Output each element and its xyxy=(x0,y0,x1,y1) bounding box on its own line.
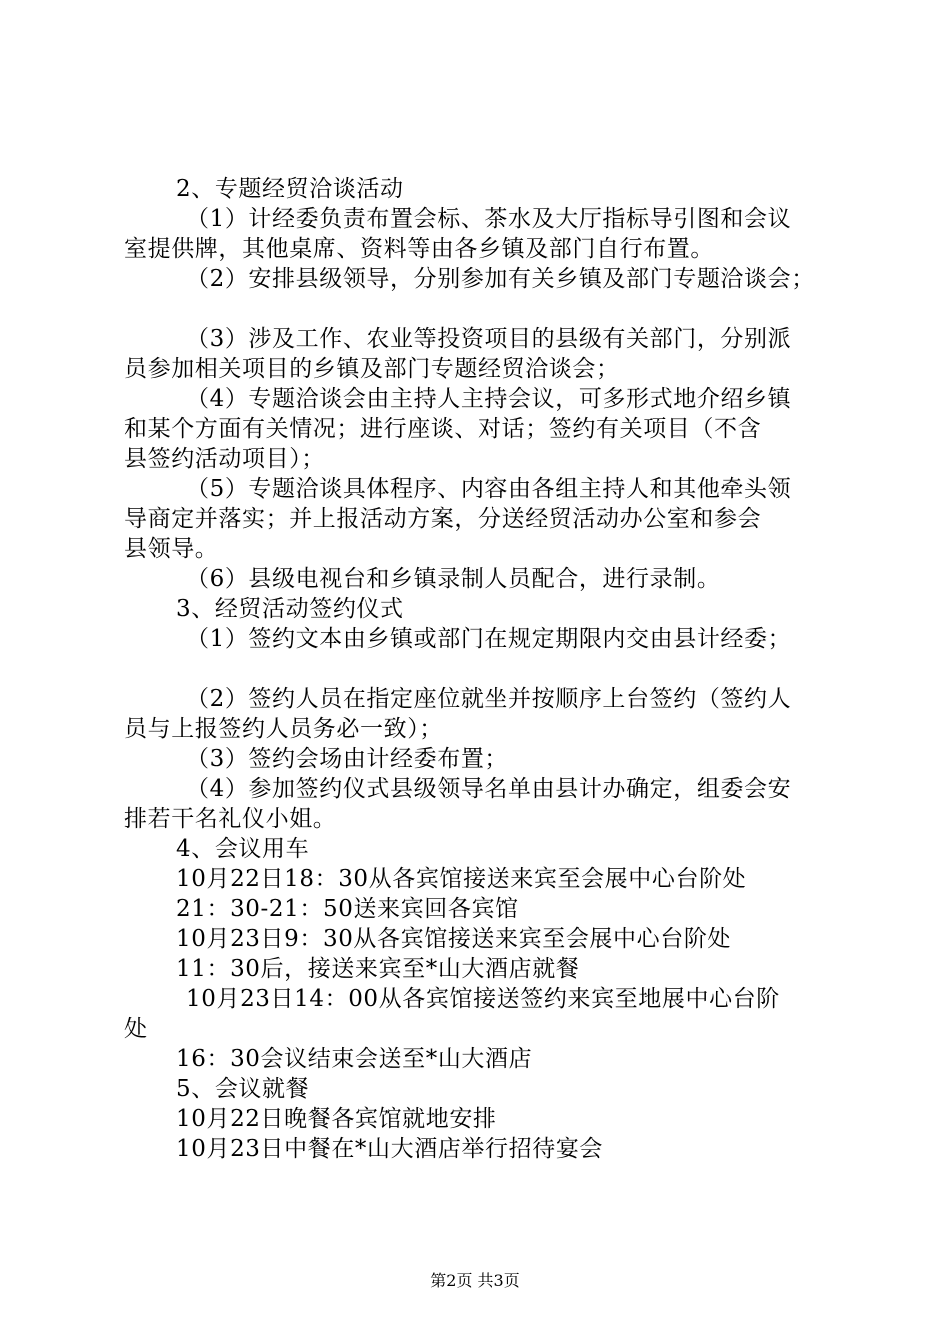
schedule-line: 16：30会议结束会送至*山大酒店 xyxy=(176,1046,533,1072)
paragraph-line: （2）安排县级领导，分别参加有关乡镇及部门专题洽谈会； xyxy=(186,266,815,292)
schedule-line: 21：30-21：50送来宾回各宾馆 xyxy=(176,896,519,922)
paragraph-line: （1）签约文本由乡镇或部门在规定期限内交由县计经委； xyxy=(186,626,792,652)
document-body xyxy=(124,174,834,1164)
paragraph-line: （3）签约会场由计经委布置； xyxy=(186,746,509,772)
blank-line xyxy=(124,294,834,324)
paragraph-line: 县领导。 xyxy=(124,536,219,562)
paragraph-line: 排若干名礼仪小姐。 xyxy=(124,806,337,832)
paragraph-line: 员参加相关项目的乡镇及部门专题经贸洽谈会； xyxy=(124,356,620,382)
paragraph-line: 县签约活动项目）； xyxy=(124,446,325,472)
section-heading-3: 3、经贸活动签约仪式 xyxy=(176,596,404,622)
schedule-line: 处 xyxy=(124,1016,148,1042)
schedule-line: 10月22日18：30从各宾馆接送来宾至会展中心台阶处 xyxy=(176,866,747,892)
paragraph-line: （5）专题洽谈具体程序、内容由各组主持人和其他牵头领 xyxy=(186,476,792,502)
page-footer: 第2页 共3页 xyxy=(430,1271,520,1290)
schedule-line: 10月23日9：30从各宾馆接送来宾至会展中心台阶处 xyxy=(176,926,732,952)
paragraph-line: 和某个方面有关情况；进行座谈、对话；签约有关项目（不含 xyxy=(124,416,762,442)
paragraph-line: 员与上报签约人员务必一致）； xyxy=(124,716,443,742)
schedule-line: 10月23日中餐在*山大酒店举行招待宴会 xyxy=(176,1136,604,1162)
schedule-line: 11：30后，接送来宾至*山大酒店就餐 xyxy=(176,956,580,982)
section-heading-2: 2、专题经贸洽谈活动 xyxy=(176,176,404,202)
paragraph-line: （4）参加签约仪式县级领导名单由县计办确定，组委会安 xyxy=(186,776,792,802)
paragraph-line: （6）县级电视台和乡镇录制人员配合，进行录制。 xyxy=(186,566,721,592)
paragraph-line: 室提供牌，其他桌席、资料等由各乡镇及部门自行布置。 xyxy=(124,236,714,262)
schedule-line: 10月22日晚餐各宾馆就地安排 xyxy=(176,1106,497,1132)
paragraph-line: （2）签约人员在指定座位就坐并按顺序上台签约（签约人 xyxy=(186,686,792,712)
paragraph-line: （4）专题洽谈会由主持人主持会议，可多形式地介绍乡镇 xyxy=(186,386,792,412)
section-heading-5: 5、会议就餐 xyxy=(176,1076,310,1102)
paragraph-line: （3）涉及工作、农业等投资项目的县级有关部门，分别派 xyxy=(186,326,792,352)
blank-line xyxy=(124,654,834,684)
schedule-line: 10月23日14：00从各宾馆接送签约来宾至地展中心台阶 xyxy=(186,986,780,1012)
paragraph-line: （1）计经委负责布置会标、茶水及大厅指标导引图和会议 xyxy=(186,206,792,232)
section-heading-4: 4、会议用车 xyxy=(176,836,310,862)
paragraph-line: 导商定并落实；并上报活动方案，分送经贸活动办公室和参会 xyxy=(124,506,762,532)
